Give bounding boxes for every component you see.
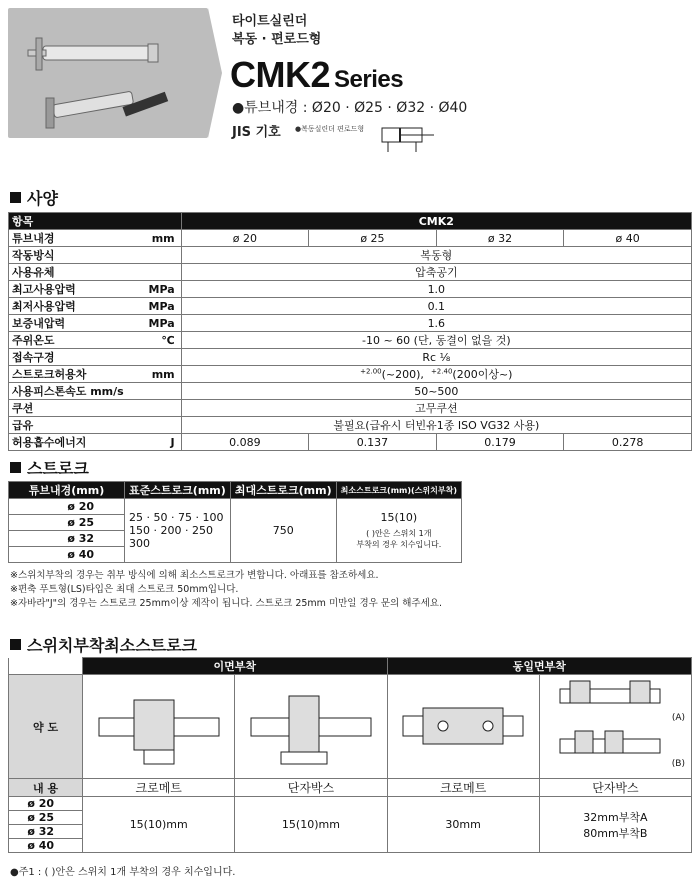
- table-row: 튜브내경 mm ø 20 ø 25 ø 32 ø 40: [9, 230, 692, 247]
- table-row: 작동방식 복동형: [9, 247, 692, 264]
- standard-stroke: 25 · 50 · 75 · 100 150 · 200 · 250 300: [125, 499, 231, 563]
- cylinder-image: [8, 8, 208, 138]
- switch-diagram-icon: [393, 678, 533, 773]
- stroke-notes: ※스위치부착의 경우는 취부 방식에 의해 최소스트로크가 변합니다. 아래표를 참조하세요. ※편축 푸트형(LS)타입은 최대 스트로크 50mm입니다. ※자바라"J"의 경우는 스트로크 25mm이상 제작이 됩니다. 스트로크 25mm 미만일 경우 문의 해주세요.: [10, 570, 442, 609]
- diagram-same-chromet: [387, 675, 539, 779]
- table-row: 최고사용압력 MPa 1.0: [9, 281, 692, 298]
- same-terminal-values: 32mm부착A 80mm부착B: [539, 797, 691, 853]
- table-row: 접속구경 Rc ⅛: [9, 349, 692, 366]
- table-row: 허용흡수에너지 J 0.089 0.137 0.179 0.278: [9, 434, 692, 451]
- table-row: ø 20 15(10)mm 15(10)mm 30mm 32mm부착A 80mm부착B: [9, 797, 692, 811]
- table-row: 주위온도 ℃ -10 ~ 60 (단, 동결이 없을 것): [9, 332, 692, 349]
- switch-section-title: 스위치부착최소스트로크: [10, 633, 197, 656]
- jis-note: ●복동실린더 편로드형: [295, 125, 365, 133]
- table-row: ø 25: [9, 811, 692, 825]
- bore-sizes: ●튜브내경 : Ø20 · Ø25 · Ø32 · Ø40: [232, 100, 468, 116]
- table-row: 사용유체 압축공기: [9, 264, 692, 281]
- table-row: 스트로크허용차 mm $^{+2.00}$(~200), $^{+2.40}$(200이상~): [9, 366, 692, 383]
- table-row: ø 32: [9, 531, 462, 547]
- stroke-table: 튜브내경(mm) 표준스트로크(mm) 최대스트로크(mm) 최소스트로크(mm)(스위치부착) ø 20 25 · 50 · 75 · 100 150 · 200 · 250 300 750 15(10) ( )안은 스위치 1개 부착의 경우 치수입니다. ø 25 ø 32 ø 40: [8, 481, 462, 563]
- min-stroke: 15(10) ( )안은 스위치 1개 부착의 경우 치수입니다.: [336, 499, 461, 563]
- table-row: 보증내압력 MPa 1.6: [9, 315, 692, 332]
- title-line1: 타이트실린더: [232, 14, 308, 29]
- table-row: ø 20 25 · 50 · 75 · 100 150 · 200 · 250 300 750 15(10) ( )안은 스위치 1개 부착의 경우 치수입니다.: [9, 499, 462, 515]
- diagram-back-terminal: [235, 675, 387, 779]
- table-row: ø 40: [9, 839, 692, 853]
- table-row: 최저사용압력 MPa 0.1: [9, 298, 692, 315]
- table-row: ø 25: [9, 515, 462, 531]
- table-row: ø 32: [9, 825, 692, 839]
- spec-section-title: 사양: [10, 186, 58, 209]
- title-line2: 복동 · 편로드형: [232, 32, 322, 47]
- diagram-back-chromet: [83, 675, 235, 779]
- jis-label: JIS 기호: [232, 125, 281, 140]
- switch-diagram-icon: [540, 675, 690, 775]
- switch-diagram-icon: [241, 678, 381, 773]
- footnote: ●주1 : ( )안은 스위치 1개 부착의 경우 치수입니다.: [10, 867, 236, 878]
- product-photo: [8, 8, 208, 138]
- table-row: 쿠션 고무쿠션: [9, 400, 692, 417]
- spec-head-item: 항목: [9, 213, 182, 230]
- jis-symbol-icon: [378, 124, 438, 154]
- switch-diagram-icon: [89, 678, 229, 773]
- table-row: 급유 불필요(급유시 터빈유1종 ISO VG32 사용): [9, 417, 692, 434]
- table-row: 사용피스톤속도 mm/s 50~500: [9, 383, 692, 400]
- spec-table: [8, 212, 692, 451]
- hero-arrow: [208, 8, 222, 138]
- spec-head-model: CMK2: [181, 213, 691, 230]
- model-name: CMK2: [230, 54, 331, 95]
- stroke-section-title: 스트로크: [10, 456, 89, 479]
- switch-table: 이면부착 동일면부착 약 도 (A) (B) 내 용 크로메트 단자박스 크로메트 단자박스 ø 20 15(10)mm 15(10)mm 30mm 32mm부착A 80mm부착B ø 25 ø 32 ø 40: [8, 657, 692, 853]
- stroke-tolerance: $^{+2.00}$(~200), $^{+2.40}$(200이상~): [181, 366, 691, 383]
- table-row: ø 40: [9, 547, 462, 563]
- diagram-same-terminal: (A) (B): [539, 675, 691, 779]
- series-label: Series: [334, 66, 404, 93]
- model-title: [230, 54, 403, 96]
